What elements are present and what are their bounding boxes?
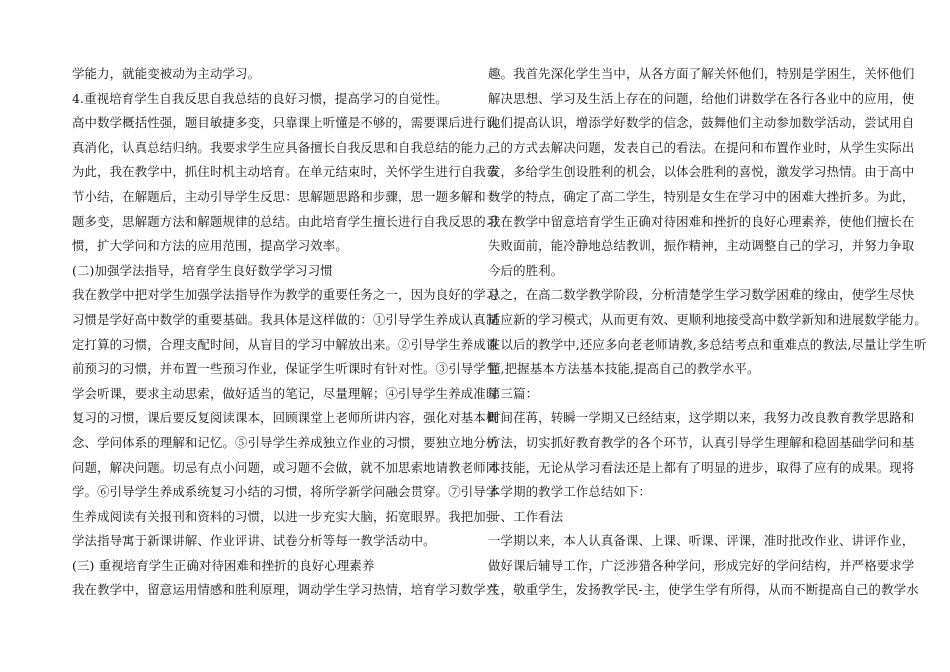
text-line: 4.重视培育学生自我反思自我总结的良好习惯，提高学习的自觉性。	[72, 90, 448, 106]
text-line: 定打算的习惯，合理支配时间，从盲目的学习中解放出来。②引导学生养成课	[72, 336, 499, 352]
section-heading: (二)加强学法指导，培育学生良好数学学习习惯	[72, 262, 333, 278]
text-line: 我在教学中，留意运用情感和胜利原理，调动学生学习热情，培育学习数学兴	[72, 582, 499, 598]
text-line: 做好课后辅导工作，广泛涉猎各种学问，形成完好的学问结构，并严格要求学	[488, 557, 915, 573]
text-line: 懂,把握基本方法基本技能,提高自己的教学水平。	[488, 361, 760, 377]
text-line: 题多变，思解题方法和解题规律的总结。由此培育学生擅长进行自我反思的习	[72, 213, 499, 229]
text-line: 数学的特点，确定了高二学生，特别是女生在学习中的困难大挫折多。为此，	[488, 188, 915, 204]
text-line: 复习的习惯，课后要反复阅读课本，回顾课堂上老师所讲内容，强化对基本概	[72, 410, 499, 426]
text-line: 本技能，无论从学习看法还是上都有了明显的进步，取得了应有的成果。现将	[488, 459, 915, 475]
text-line: 本学期的教学工作总结如下：	[488, 484, 652, 500]
section-heading: 一、工作看法	[488, 508, 564, 524]
text-line: 问题，解决问题。切忌有点小问题，或习题不会做，就不加思索地请教老师同	[72, 459, 499, 475]
text-line: 趣。我首先深化学生当中，从各方面了解关怀他们，特别是学困生，关怀他们	[488, 66, 915, 81]
text-line: 真消化，认真总结归纳。我要求学生应具备擅长自我反思和自我总结的能力。	[72, 139, 499, 155]
text-line: 解决思想、学习及生活上存在的问题，给他们讲数学在各行各业中的应用，使	[488, 90, 915, 106]
text-line: 学法指导寓于新课讲解、作业评讲、试卷分析等每一教学活动中。	[72, 533, 436, 549]
text-line: 前预习的习惯，并布置一些预习作业，保证学生听课时有针对性。③引导学生	[72, 361, 499, 377]
text-line: 方法，切实抓好教育教学的各个环节，认真引导学生理解和稳固基础学问和基	[488, 434, 915, 450]
text-line: 生养成阅读有关报刊和资料的习惯，以进一步充实大脑，拓宽眼界。我把加强	[72, 508, 499, 524]
text-line: 学会听课，要求主动思索，做好适当的笔记，尽量理解；④引导学生养成准时	[72, 385, 499, 401]
text-line: 我在教学中留意培育学生正确对待困难和挫折的良好心理素养，使他们擅长在	[488, 213, 915, 229]
text-line: 适应新的学习模式，从而更有效、更顺利地接受高中数学新知和进展数学能力。	[488, 311, 927, 327]
text-line: 惯，扩大学问和方法的应用范围，提高学习效率。	[72, 238, 348, 254]
text-line: 我在教学中把对学生加强学法指导作为教学的重要任务之一，因为良好的学习	[72, 287, 499, 303]
text-line: 他们提高认识，增添学好数学的信念，鼓舞他们主动参加数学活动，尝试用自	[488, 115, 915, 131]
left-text-column	[72, 62, 499, 603]
text-line: 为此，我在教学中，抓住时机主动培育。在单元结束时，关怀学生进行自我章	[72, 164, 499, 180]
text-line: 时间荏苒，转瞬一学期又已经结束，这学期以来，我努力改良教育教学思路和	[488, 410, 915, 426]
right-text-column	[488, 62, 927, 603]
text-line: 一学期以来，本人认真备课、上课、听课、评课，准时批改作业、讲评作业，	[488, 533, 915, 549]
text-line: 发，多给学生创设胜利的机会，以体会胜利的喜悦，激发学习热情。由于高中	[488, 164, 915, 180]
text-line: 己的方式去解决问题，发表自己的看法。在提问和布置作业时，从学生实际出	[488, 139, 915, 155]
text-line: 今后的胜利。	[488, 262, 564, 278]
text-line: 在以后的教学中,还应多向老老师请教,多总结考点和重难点的教法,尽量让学生听	[488, 336, 927, 352]
text-line: 学。⑥引导学生养成系统复习小结的习惯，将所学新学问融会贯穿。⑦引导学	[72, 484, 499, 500]
text-line: 总之，在高二数学教学阶段，分析清楚学生学习数学困难的缘由，使学生尽快	[488, 287, 915, 303]
text-line: 习惯是学好高中数学的重要基础。我具体是这样做的：①引导学生养成认真制	[72, 311, 499, 327]
text-line: 念、学问体系的理解和记忆。⑤引导学生养成独立作业的习惯，要独立地分析	[72, 434, 499, 450]
text-line: 生，敬重学生，发扬教学民-主，使学生学有所得，从而不断提高自己的教学水	[488, 582, 919, 598]
text-line: 失败面前，能冷静地总结教训，振作精神，主动调整自己的学习，并努力争取	[488, 238, 915, 254]
text-line: 学能力，就能变被动为主动学习。	[72, 66, 261, 81]
text-line: 高中数学概括性强，题目敏捷多变，只靠课上听懂是不够的，需要课后进行认	[72, 115, 499, 131]
section-heading: (三) 重视培育学生正确对待困难和挫折的良好心理素养	[72, 557, 375, 573]
section-heading: 第三篇：	[488, 385, 539, 401]
text-line: 节小结，在解题后，主动引导学生反思：思解题思路和步骤，思一题多解和一	[72, 188, 499, 204]
